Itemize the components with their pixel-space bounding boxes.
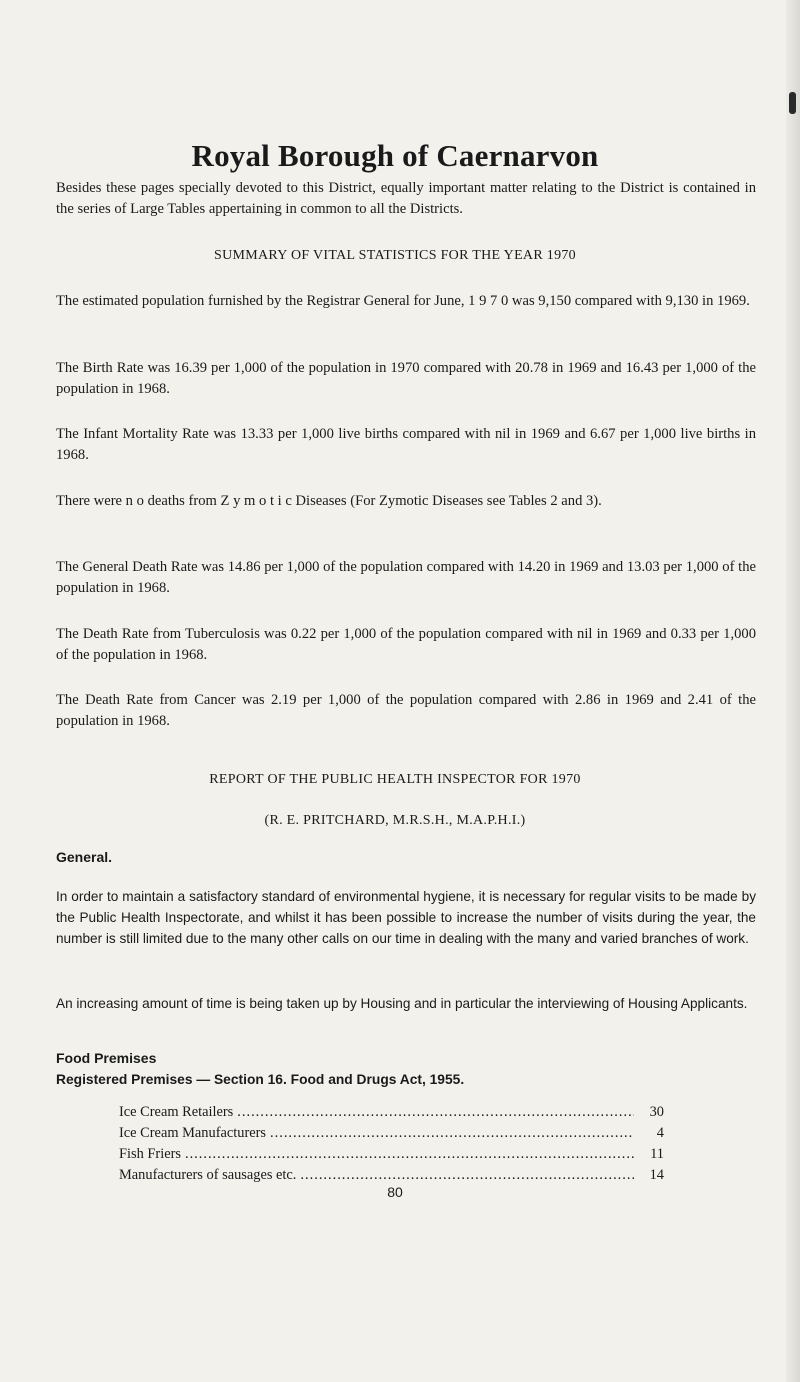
document-title: Royal Borough of Caernarvon (191, 138, 599, 173)
report-heading: REPORT OF THE PUBLIC HEALTH INSPECTOR FOR 1970 (209, 772, 581, 787)
premises-count: 4 (656, 1125, 664, 1141)
binding-mark (789, 92, 796, 114)
leader-dots (300, 1165, 634, 1186)
premises-label: Fish Friers (119, 1146, 181, 1162)
list-item (119, 1165, 664, 1186)
premises-count: 11 (650, 1146, 664, 1162)
report-author: (R. E. PRITCHARD, M.R.S.H., M.A.P.H.I.) (264, 813, 526, 828)
food-premises-heading: Food Premises (56, 1050, 157, 1066)
leader-dots (237, 1102, 634, 1123)
list-item (119, 1102, 664, 1123)
premises-list (119, 1102, 664, 1186)
housing-paragraph: An increasing amount of time is being taken up by Housing and in particular the interviewing of Housing Applicants. (56, 996, 748, 1011)
population-paragraph: The estimated population furnished by the Registrar General for June, 1 9 7 0 was 9,150 compared with 9,130 in 1969. (56, 293, 750, 309)
birth-rate-paragraph: The Birth Rate was 16.39 per 1,000 of the population in 1970 compared with 20.78 in 1969 and 16.43 per 1,000 of the population in 1968. (56, 360, 756, 397)
tuberculosis-paragraph: The Death Rate from Tuberculosis was 0.22 per 1,000 of the population compared with nil in 1969 and 0.33 per 1,000 of the population in 1968. (56, 626, 756, 663)
premises-label: Ice Cream Retailers (119, 1104, 234, 1120)
page-edge (786, 0, 800, 1382)
premises-count: 30 (649, 1104, 664, 1120)
page-number: 80 (387, 1184, 403, 1200)
registered-premises-heading: Registered Premises — Section 16. Food and Drugs Act, 1955. (56, 1072, 465, 1087)
cancer-paragraph: The Death Rate from Cancer was 2.19 per 1,000 of the population compared with 2.86 in 1969 and 2.41 of the population in 1968. (56, 692, 756, 729)
infant-mortality-paragraph: The Infant Mortality Rate was 13.33 per 1,000 live births compared with nil in 1969 and 6.67 per 1,000 live births in 1968. (56, 426, 756, 463)
summary-heading: SUMMARY OF VITAL STATISTICS FOR THE YEAR 1970 (214, 248, 576, 263)
death-rate-paragraph: The General Death Rate was 14.86 per 1,000 of the population compared with 14.20 in 1969 and 13.03 per 1,000 of the population in 1968. (56, 559, 756, 596)
general-heading: General. (56, 849, 113, 865)
list-item (119, 1144, 664, 1165)
general-paragraph: In order to maintain a satisfactory standard of environmental hygiene, it is necessary for regular visits to be made by the Public Health Inspectorate, and whilst it has been possible to increase the number of visits during the year, the number is still limited due to the many other calls on our time in dealing with the many and varied branches of work. (56, 889, 756, 946)
list-item (119, 1123, 664, 1144)
leader-dots (185, 1144, 634, 1165)
zymotic-paragraph: There were n o deaths from Z y m o t i c Diseases (For Zymotic Diseases see Tables 2 and 3). (56, 493, 602, 509)
intro-paragraph: Besides these pages specially devoted to this District, equally important matter relating to the District is contained in the series of Large Tables appertaining in common to all the Districts. (56, 180, 756, 217)
leader-dots (270, 1123, 634, 1144)
premises-label: Ice Cream Manufacturers (119, 1125, 267, 1141)
premises-count: 14 (649, 1167, 664, 1183)
premises-label: Manufacturers of sausages etc. (119, 1167, 297, 1183)
